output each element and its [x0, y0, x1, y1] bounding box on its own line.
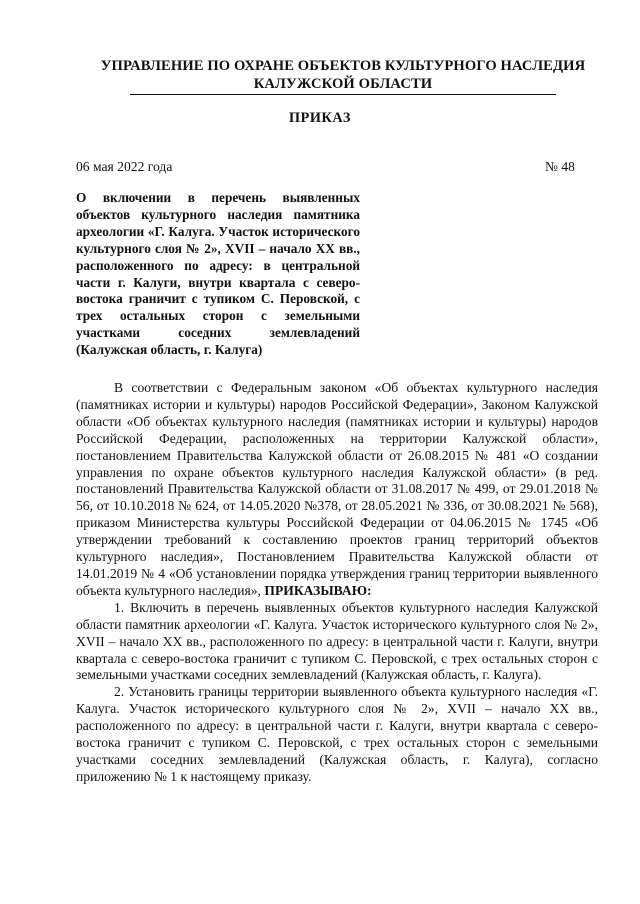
preamble-paragraph: [76, 380, 598, 600]
document-subject: О включении в перечень выявленных объектов культурного наследия памятника археологии «Г. Калуга. Участок исторического культурного слоя № 2», XVII – начало XX вв., расположенного по адресу: в центральной части г. Калуги, внутри квартала с северо-востока граничит с тупиком С. Перовской, с трех остальных сторон с земельными участками соседних землевладений (Калужская область, г. Калуга): [76, 190, 360, 358]
document-title: ПРИКАЗ: [288, 110, 351, 126]
decree-word: ПРИКАЗЫВАЮ: [264, 582, 368, 598]
organization-header: [60, 57, 626, 95]
decree-colon: :: [367, 582, 372, 598]
order-item-1: 1. Включить в перечень выявленных объектов культурного наследия Калужской области памятник археологии «Г. Калуга. Участок исторического культурного слоя № 2», XVII – начало XX вв., расположенного по адресу: в центральной части г. Калуги, внутри квартала с северо-востока граничит с тупиком С. Перовской, с трех остальных сторон с земельными участками соседних землевладений (Калужская область, г. Калуга).: [76, 599, 598, 683]
org-name-line2: КАЛУЖСКОЙ ОБЛАСТИ: [130, 75, 557, 95]
preamble-text: В соответствии с Федеральным законом «Об объектах культурного наследия (памятниках истории и культуры) народов Российской Федерации», Законом Калужской области «Об объектах культурного наследия (памятниках истории и культуры) народов Российской Федерации, расположенных на территории Калужской области», постановлением Правительства Калужской области от 26.08.2015 № 481 «О создании управления по охране объектов культурного наследия Калужской области» (в ред. постановлений Правительства Калужской области от 31.08.2017 № 499, от 29.01.2018 № 56, от 10.10.2018 № 624, от 14.05.2020 №378, от 28.05.2021 № 336, от 30.08.2021 № 568), приказом Министерства культуры Российской Федерации от 04.06.2015 № 1745 «Об утверждении требований к составлению проектов границ территорий объектов культурного наследия», Постановлением Правительства Калужской области от 14.01.2019 № 4 «Об установлении порядка утверждения границ территории выявленного объекта культурного наследия»,: [76, 380, 598, 598]
document-number: № 48: [545, 159, 575, 174]
document-body: [76, 380, 598, 786]
order-item-2: 2. Установить границы территории выявленного объекта культурного наследия «Г. Калуга. Участок исторического культурного слоя № 2», XVII – начало XX вв., расположенного по адресу: в центральной части г. Калуги, внутри квартала с северо-востока граничит с тупиком С. Перовской, с трех остальных сторон с земельными участками соседних землевладений (Калужская область, г. Калуга), согласно приложению № 1 к настоящему приказу.: [76, 684, 598, 784]
org-name-line1: УПРАВЛЕНИЕ ПО ОХРАНЕ ОБЪЕКТОВ КУЛЬТУРНОГО НАСЛЕДИЯ: [100, 58, 586, 74]
document-date: 06 мая 2022 года: [76, 159, 173, 174]
